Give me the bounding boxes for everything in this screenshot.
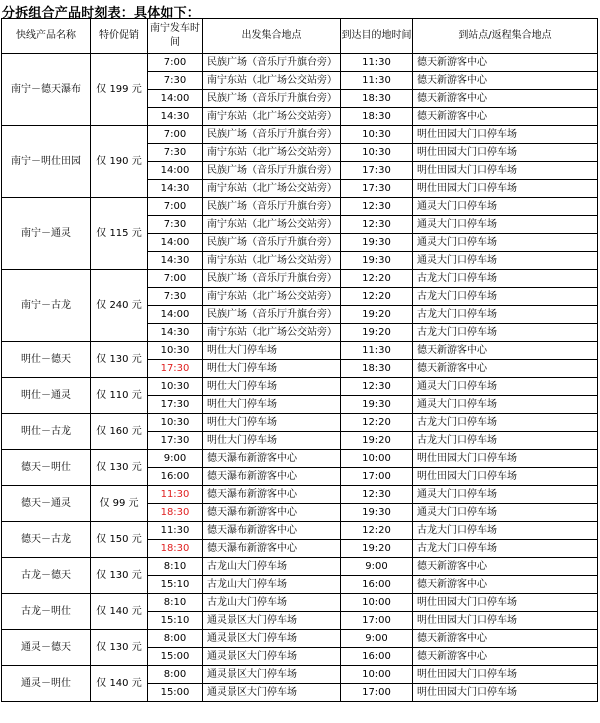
depart-place-cell: 南宁东站（北广场公交站旁）	[203, 324, 341, 342]
depart-time-cell: 7:30	[148, 72, 203, 90]
destination-cell: 明仕田园大门口停车场	[413, 180, 598, 198]
depart-place-cell: 德天瀑布新游客中心	[203, 450, 341, 468]
depart-place-cell: 古龙山大门停车场	[203, 594, 341, 612]
arrive-time-cell: 16:00	[341, 576, 413, 594]
table-row	[2, 450, 598, 468]
depart-time-cell: 15:00	[148, 648, 203, 666]
destination-cell: 德天新游客中心	[413, 54, 598, 72]
depart-place-cell: 德天瀑布新游客中心	[203, 504, 341, 522]
depart-time-cell: 8:10	[148, 594, 203, 612]
promo-price-cell: 仅 199 元	[91, 54, 148, 126]
depart-time-cell: 18:30	[148, 540, 203, 558]
arrive-time-cell: 19:20	[341, 306, 413, 324]
depart-time-cell: 10:30	[148, 378, 203, 396]
destination-cell: 德天新游客中心	[413, 558, 598, 576]
promo-price-cell: 仅 150 元	[91, 522, 148, 558]
depart-place-cell: 民族广场（音乐厅升旗台旁）	[203, 198, 341, 216]
destination-cell: 明仕田园大门口停车场	[413, 162, 598, 180]
depart-place-cell: 古龙山大门停车场	[203, 576, 341, 594]
table-row	[2, 270, 598, 288]
product-name-cell: 古龙－德天	[2, 558, 91, 594]
arrive-time-cell: 12:30	[341, 486, 413, 504]
depart-place-cell: 通灵景区大门停车场	[203, 630, 341, 648]
destination-cell: 古龙大门口停车场	[413, 432, 598, 450]
arrive-time-cell: 18:30	[341, 360, 413, 378]
table-row	[2, 126, 598, 144]
depart-time-cell: 14:00	[148, 162, 203, 180]
schedule-body	[2, 54, 598, 702]
product-name-cell: 古龙－明仕	[2, 594, 91, 630]
depart-time-cell: 11:30	[148, 486, 203, 504]
promo-price-cell: 仅 130 元	[91, 630, 148, 666]
destination-cell: 德天新游客中心	[413, 630, 598, 648]
arrive-time-cell: 19:20	[341, 324, 413, 342]
product-name-cell: 德天－通灵	[2, 486, 91, 522]
depart-place-cell: 通灵景区大门停车场	[203, 612, 341, 630]
depart-time-cell: 15:10	[148, 576, 203, 594]
destination-cell: 明仕田园大门口停车场	[413, 612, 598, 630]
header-depart-place: 出发集合地点	[203, 19, 341, 54]
destination-cell: 通灵大门口停车场	[413, 234, 598, 252]
arrive-time-cell: 19:20	[341, 540, 413, 558]
depart-time-cell: 14:30	[148, 108, 203, 126]
product-name-cell: 明仕－德天	[2, 342, 91, 378]
depart-place-cell: 明仕大门停车场	[203, 342, 341, 360]
arrive-time-cell: 12:20	[341, 414, 413, 432]
product-name-cell: 德天－明仕	[2, 450, 91, 486]
product-name-cell: 南宁－明仕田园	[2, 126, 91, 198]
depart-time-cell: 8:10	[148, 558, 203, 576]
destination-cell: 明仕田园大门口停车场	[413, 144, 598, 162]
promo-price-cell: 仅 190 元	[91, 126, 148, 198]
depart-place-cell: 通灵景区大门停车场	[203, 684, 341, 702]
destination-cell: 明仕田园大门口停车场	[413, 666, 598, 684]
promo-price-cell: 仅 130 元	[91, 342, 148, 378]
depart-time-cell: 14:30	[148, 324, 203, 342]
depart-time-cell: 10:30	[148, 414, 203, 432]
depart-time-cell: 7:00	[148, 126, 203, 144]
destination-cell: 古龙大门口停车场	[413, 414, 598, 432]
header-destination: 到站点/返程集合地点	[413, 19, 598, 54]
arrive-time-cell: 12:30	[341, 198, 413, 216]
promo-price-cell: 仅 115 元	[91, 198, 148, 270]
table-row	[2, 522, 598, 540]
destination-cell: 通灵大门口停车场	[413, 504, 598, 522]
product-name-cell: 通灵－明仕	[2, 666, 91, 702]
destination-cell: 通灵大门口停车场	[413, 378, 598, 396]
depart-time-cell: 10:30	[148, 342, 203, 360]
arrive-time-cell: 19:20	[341, 432, 413, 450]
depart-place-cell: 民族广场（音乐厅升旗台旁）	[203, 234, 341, 252]
arrive-time-cell: 17:30	[341, 162, 413, 180]
arrive-time-cell: 10:30	[341, 144, 413, 162]
arrive-time-cell: 12:20	[341, 288, 413, 306]
arrive-time-cell: 19:30	[341, 252, 413, 270]
depart-place-cell: 德天瀑布新游客中心	[203, 540, 341, 558]
schedule-table	[1, 18, 598, 702]
destination-cell: 德天新游客中心	[413, 90, 598, 108]
header-product: 快线产品名称	[2, 19, 91, 54]
depart-time-cell: 17:30	[148, 432, 203, 450]
depart-place-cell: 明仕大门停车场	[203, 432, 341, 450]
depart-time-cell: 8:00	[148, 630, 203, 648]
arrive-time-cell: 10:00	[341, 450, 413, 468]
depart-time-cell: 15:00	[148, 684, 203, 702]
destination-cell: 德天新游客中心	[413, 648, 598, 666]
arrive-time-cell: 9:00	[341, 630, 413, 648]
promo-price-cell: 仅 140 元	[91, 666, 148, 702]
depart-place-cell: 德天瀑布新游客中心	[203, 522, 341, 540]
depart-time-cell: 8:00	[148, 666, 203, 684]
destination-cell: 德天新游客中心	[413, 72, 598, 90]
destination-cell: 明仕田园大门口停车场	[413, 594, 598, 612]
destination-cell: 德天新游客中心	[413, 576, 598, 594]
arrive-time-cell: 11:30	[341, 54, 413, 72]
arrive-time-cell: 16:00	[341, 648, 413, 666]
depart-place-cell: 民族广场（音乐厅升旗台旁）	[203, 126, 341, 144]
destination-cell: 明仕田园大门口停车场	[413, 684, 598, 702]
depart-time-cell: 7:00	[148, 198, 203, 216]
table-header-row	[2, 19, 598, 54]
depart-place-cell: 南宁东站（北广场公交站旁）	[203, 252, 341, 270]
depart-place-cell: 南宁东站（北广场公交站旁）	[203, 144, 341, 162]
depart-place-cell: 南宁东站（北广场公交站旁）	[203, 180, 341, 198]
depart-time-cell: 14:30	[148, 252, 203, 270]
table-row	[2, 342, 598, 360]
destination-cell: 通灵大门口停车场	[413, 198, 598, 216]
header-arrive-time: 到达目的地时间	[341, 19, 413, 54]
promo-price-cell: 仅 110 元	[91, 378, 148, 414]
depart-time-cell: 11:30	[148, 522, 203, 540]
arrive-time-cell: 17:00	[341, 684, 413, 702]
depart-place-cell: 德天瀑布新游客中心	[203, 486, 341, 504]
depart-place-cell: 民族广场（音乐厅升旗台旁）	[203, 270, 341, 288]
arrive-time-cell: 10:00	[341, 666, 413, 684]
promo-price-cell: 仅 160 元	[91, 414, 148, 450]
depart-place-cell: 明仕大门停车场	[203, 360, 341, 378]
depart-place-cell: 明仕大门停车场	[203, 378, 341, 396]
destination-cell: 明仕田园大门口停车场	[413, 468, 598, 486]
depart-time-cell: 14:00	[148, 306, 203, 324]
arrive-time-cell: 17:00	[341, 468, 413, 486]
page-title: 分拆组合产品时刻表：具体如下：	[2, 6, 201, 21]
depart-time-cell: 7:00	[148, 54, 203, 72]
arrive-time-cell: 10:30	[341, 126, 413, 144]
product-name-cell: 明仕－通灵	[2, 378, 91, 414]
depart-time-cell: 7:30	[148, 144, 203, 162]
promo-price-cell: 仅 140 元	[91, 594, 148, 630]
depart-time-cell: 7:00	[148, 270, 203, 288]
destination-cell: 德天新游客中心	[413, 360, 598, 378]
depart-place-cell: 民族广场（音乐厅升旗台旁）	[203, 90, 341, 108]
depart-place-cell: 民族广场（音乐厅升旗台旁）	[203, 306, 341, 324]
depart-time-cell: 9:00	[148, 450, 203, 468]
destination-cell: 德天新游客中心	[413, 342, 598, 360]
arrive-time-cell: 11:30	[341, 342, 413, 360]
destination-cell: 明仕田园大门口停车场	[413, 450, 598, 468]
destination-cell: 古龙大门口停车场	[413, 306, 598, 324]
arrive-time-cell: 10:00	[341, 594, 413, 612]
destination-cell: 通灵大门口停车场	[413, 396, 598, 414]
arrive-time-cell: 9:00	[341, 558, 413, 576]
depart-time-cell: 17:30	[148, 360, 203, 378]
arrive-time-cell: 12:30	[341, 216, 413, 234]
depart-place-cell: 通灵景区大门停车场	[203, 648, 341, 666]
product-name-cell: 明仕－古龙	[2, 414, 91, 450]
destination-cell: 德天新游客中心	[413, 108, 598, 126]
promo-price-cell: 仅 99 元	[91, 486, 148, 522]
arrive-time-cell: 19:30	[341, 396, 413, 414]
depart-time-cell: 14:30	[148, 180, 203, 198]
table-row	[2, 378, 598, 396]
depart-place-cell: 南宁东站（北广场公交站旁）	[203, 288, 341, 306]
destination-cell: 古龙大门口停车场	[413, 288, 598, 306]
product-name-cell: 南宁－古龙	[2, 270, 91, 342]
arrive-time-cell: 17:30	[341, 180, 413, 198]
table-row	[2, 486, 598, 504]
header-price: 特价促销	[91, 19, 148, 54]
arrive-time-cell: 18:30	[341, 90, 413, 108]
table-row	[2, 558, 598, 576]
destination-cell: 明仕田园大门口停车场	[413, 126, 598, 144]
depart-place-cell: 民族广场（音乐厅升旗台旁）	[203, 54, 341, 72]
arrive-time-cell: 19:30	[341, 504, 413, 522]
arrive-time-cell: 19:30	[341, 234, 413, 252]
header-depart-time: 南宁发车时间	[148, 19, 203, 54]
table-row	[2, 414, 598, 432]
arrive-time-cell: 17:00	[341, 612, 413, 630]
depart-time-cell: 18:30	[148, 504, 203, 522]
arrive-time-cell: 12:20	[341, 270, 413, 288]
promo-price-cell: 仅 130 元	[91, 450, 148, 486]
depart-place-cell: 德天瀑布新游客中心	[203, 468, 341, 486]
depart-place-cell: 明仕大门停车场	[203, 396, 341, 414]
destination-cell: 通灵大门口停车场	[413, 252, 598, 270]
table-row	[2, 198, 598, 216]
depart-time-cell: 14:00	[148, 90, 203, 108]
destination-cell: 古龙大门口停车场	[413, 522, 598, 540]
destination-cell: 通灵大门口停车场	[413, 486, 598, 504]
depart-time-cell: 14:00	[148, 234, 203, 252]
depart-time-cell: 7:30	[148, 216, 203, 234]
arrive-time-cell: 12:30	[341, 378, 413, 396]
arrive-time-cell: 18:30	[341, 108, 413, 126]
depart-time-cell: 16:00	[148, 468, 203, 486]
product-name-cell: 通灵－德天	[2, 630, 91, 666]
depart-place-cell: 通灵景区大门停车场	[203, 666, 341, 684]
destination-cell: 通灵大门口停车场	[413, 216, 598, 234]
product-name-cell: 南宁－德天瀑布	[2, 54, 91, 126]
table-row	[2, 594, 598, 612]
destination-cell: 古龙大门口停车场	[413, 540, 598, 558]
table-row	[2, 666, 598, 684]
depart-place-cell: 南宁东站（北广场公交站旁）	[203, 216, 341, 234]
destination-cell: 古龙大门口停车场	[413, 270, 598, 288]
arrive-time-cell: 12:20	[341, 522, 413, 540]
depart-place-cell: 古龙山大门停车场	[203, 558, 341, 576]
depart-place-cell: 明仕大门停车场	[203, 414, 341, 432]
depart-place-cell: 民族广场（音乐厅升旗台旁）	[203, 162, 341, 180]
arrive-time-cell: 11:30	[341, 72, 413, 90]
table-row	[2, 630, 598, 648]
destination-cell: 古龙大门口停车场	[413, 324, 598, 342]
depart-time-cell: 7:30	[148, 288, 203, 306]
depart-time-cell: 17:30	[148, 396, 203, 414]
product-name-cell: 南宁－通灵	[2, 198, 91, 270]
depart-place-cell: 南宁东站（北广场公交站旁）	[203, 108, 341, 126]
promo-price-cell: 仅 240 元	[91, 270, 148, 342]
depart-time-cell: 15:10	[148, 612, 203, 630]
product-name-cell: 德天－古龙	[2, 522, 91, 558]
table-row	[2, 54, 598, 72]
promo-price-cell: 仅 130 元	[91, 558, 148, 594]
depart-place-cell: 南宁东站（北广场公交站旁）	[203, 72, 341, 90]
